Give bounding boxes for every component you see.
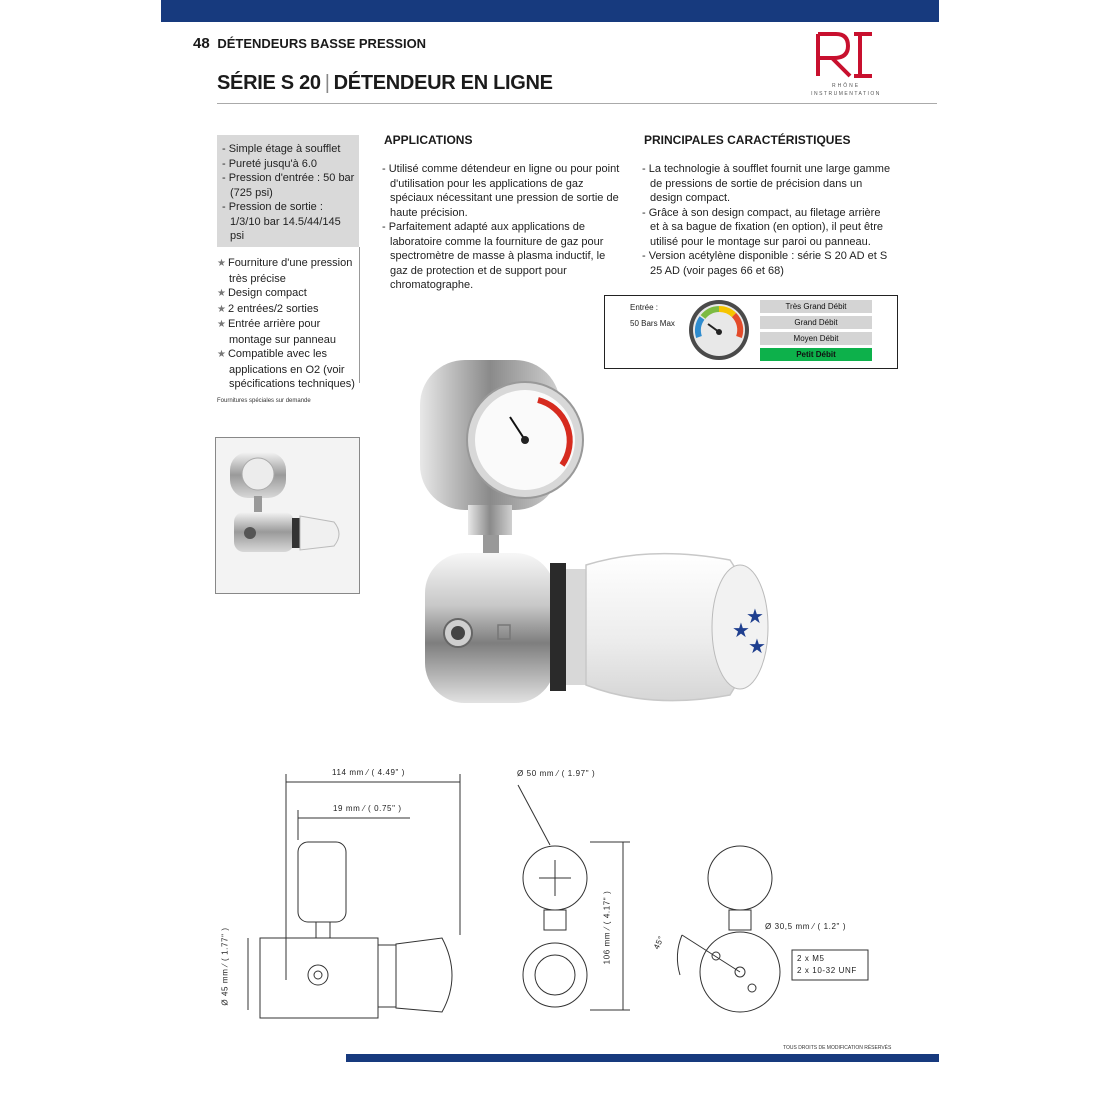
dimension-height: 106 mm ⁄ ( 4.17" ) xyxy=(602,890,612,965)
characteristics-heading: PRINCIPALES CARACTÉRISTIQUES xyxy=(644,133,851,147)
feature-item: ★ Entrée arrière pour montage sur panneau xyxy=(217,318,337,346)
svg-text:★: ★ xyxy=(748,634,766,658)
feature-item: ★ Design compact xyxy=(217,287,307,299)
screw-spec-1: 2 x M5 xyxy=(797,954,825,963)
dimension-angle: 45° xyxy=(651,934,666,951)
spec-item: - Simple étage à soufflet xyxy=(222,143,341,155)
title-separator: | xyxy=(324,72,330,94)
product-title xyxy=(217,72,553,95)
characteristic-item: - Grâce à son design compact, au filetage arrière et à sa bague de fixation (en option), il peut être utilisé pour le montage sur paroi ou panneau. xyxy=(642,206,883,248)
characteristic-item: - Version acétylène disponible : série S 20 AD et S 25 AD (voir pages 66 et 68) xyxy=(642,250,888,277)
dimension-body-diameter: Ø 45 mm ⁄ ( 1.77" ) xyxy=(220,927,230,1006)
feature-item: ★ Fourniture d'une pression très précise xyxy=(217,257,353,285)
star-icon: ★ xyxy=(217,258,226,269)
dimension-length: 114 mm ⁄ ( 4.49" ) xyxy=(332,768,406,777)
logo-line-1: RHÔNE xyxy=(831,83,861,89)
ri-logo xyxy=(806,28,886,100)
feature-item: ★ Compatible avec les applications en O2 (voir spécifications techniques) xyxy=(217,348,355,390)
spec-item: - Pression d'entrée : 50 bar (725 psi) xyxy=(222,172,355,199)
svg-text:★: ★ xyxy=(746,604,764,628)
logo-line-2: INSTRUMENTATION xyxy=(811,91,881,97)
title-rule xyxy=(217,103,937,104)
flow-level-low: Petit Débit xyxy=(760,348,872,361)
application-item: - Parfaitement adapté aux applications de laboratoire comme la fourniture de gaz pour spectromètre de masse à plasma inductif, le gaz de protection et de support pour chromatographe. xyxy=(382,221,606,291)
spec-list xyxy=(222,142,356,244)
spec-item: - Pureté jusqu'à 6.0 xyxy=(222,157,318,170)
flow-level-very-high: Très Grand Débit xyxy=(760,300,872,313)
features-list xyxy=(217,256,357,392)
pressure-gauge-icon xyxy=(688,299,750,361)
screw-spec-2: 2 x 10-32 UNF xyxy=(797,966,857,975)
technical-drawing xyxy=(230,760,910,1020)
top-brand-bar xyxy=(161,0,939,22)
page-header xyxy=(193,35,426,52)
applications-heading: APPLICATIONS xyxy=(384,133,473,147)
section-title: DÉTENDEURS BASSE PRESSION xyxy=(217,36,427,51)
star-icon: ★ xyxy=(217,349,226,360)
regulator-product-image xyxy=(410,355,780,740)
characteristics-list xyxy=(642,162,892,278)
product-name: DÉTENDEUR EN LIGNE xyxy=(333,72,553,94)
spec-item: - Pression de sortie : 1/3/10 bar 14.5/44/145 psi xyxy=(222,201,341,242)
svg-text:★: ★ xyxy=(732,618,750,642)
special-supply-note: Fournitures spéciales sur demande xyxy=(217,398,311,404)
characteristic-item: - La technologie à soufflet fournit une large gamme de pressions de sortie de précision dans un design compact. xyxy=(642,163,891,204)
flow-level-high: Grand Débit xyxy=(760,316,872,329)
feature-item: ★ 2 entrées/2 sorties xyxy=(217,302,319,315)
dimension-offset: 19 mm ⁄ ( 0.75" ) xyxy=(333,804,402,813)
regulator-thumbnail-image xyxy=(216,438,359,593)
star-icon: ★ xyxy=(217,319,226,330)
applications-list xyxy=(382,162,622,293)
page-number: 48 xyxy=(193,35,210,52)
application-item: - Utilisé comme détendeur en ligne ou pour point d'utilisation pour les applications de gaz spéciaux nécessitant une pression de sortie de haute précision. xyxy=(382,163,620,219)
rights-note: TOUS DROITS DE MODIFICATION RÉSERVÉS xyxy=(783,1045,892,1051)
dimension-panel-hole: Ø 30,5 mm ⁄ ( 1.2" ) xyxy=(765,922,847,931)
product-thumbnail xyxy=(215,437,360,594)
bottom-brand-bar xyxy=(346,1054,939,1062)
dimension-gauge-diameter: Ø 50 mm ⁄ ( 1.97" ) xyxy=(517,769,596,778)
star-icon: ★ xyxy=(217,303,226,315)
inlet-value: 50 Bars Max xyxy=(630,319,675,328)
series-name: SÉRIE S 20 xyxy=(217,72,321,94)
flow-level-medium: Moyen Débit xyxy=(760,332,872,345)
star-icon: ★ xyxy=(217,288,226,299)
inlet-label: Entrée : xyxy=(630,303,659,312)
